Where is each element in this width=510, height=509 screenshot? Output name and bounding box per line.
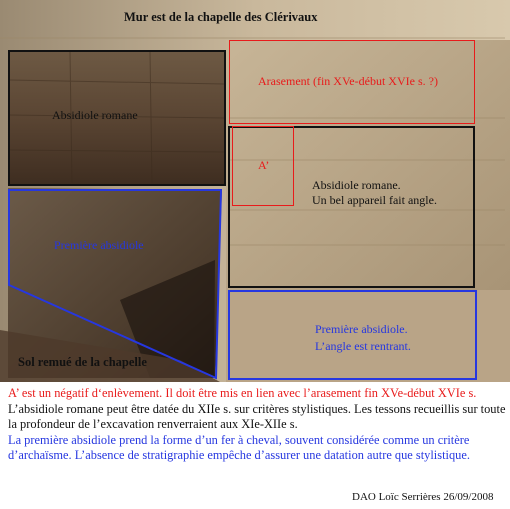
caption [8, 386, 508, 464]
premiere-absidiole-right-line2: L’angle est rentrant. [315, 339, 411, 353]
caption-black: L’absidiole romane peut être datée du XIIe s. sur critères stylistiques. Les tessons recueillis sur toute la profondeur de l’excavation renverraient aux XIe-XIIe s. [8, 401, 506, 432]
absidiole-romane-left-label: Absidiole romane [52, 108, 138, 122]
absidiole-romane-right-line1: Absidiole romane. [312, 178, 401, 192]
a-prime-label: A’ [258, 158, 270, 172]
caption-red: A’ est un négatif d‘enlèvement. Il doit être mis en lien avec l’arasement fin XVe-début XVIe s. [8, 386, 477, 400]
photo-title: Mur est de la chapelle des Clérivaux [124, 10, 318, 24]
absidiole-romane-right-line2: Un bel appareil fait angle. [312, 193, 437, 207]
floor-label: Sol remué de la chapelle [18, 355, 147, 369]
credit: DAO Loïc Serrières 26/09/2008 [352, 491, 494, 503]
premiere-absidiole-right-line1: Première absidiole. [315, 322, 408, 336]
arasement-label: Arasement (fin XVe-début XVIe s. ?) [258, 74, 438, 88]
caption-blue: La première absidiole prend la forme d’un fer à cheval, souvent considérée comme un critère d’archaïsme. L’absence de stratigraphie empêche d’assurer une datation autre que stylistique. [8, 432, 470, 463]
premiere-absidiole-left-label: Première absidiole [54, 238, 144, 252]
